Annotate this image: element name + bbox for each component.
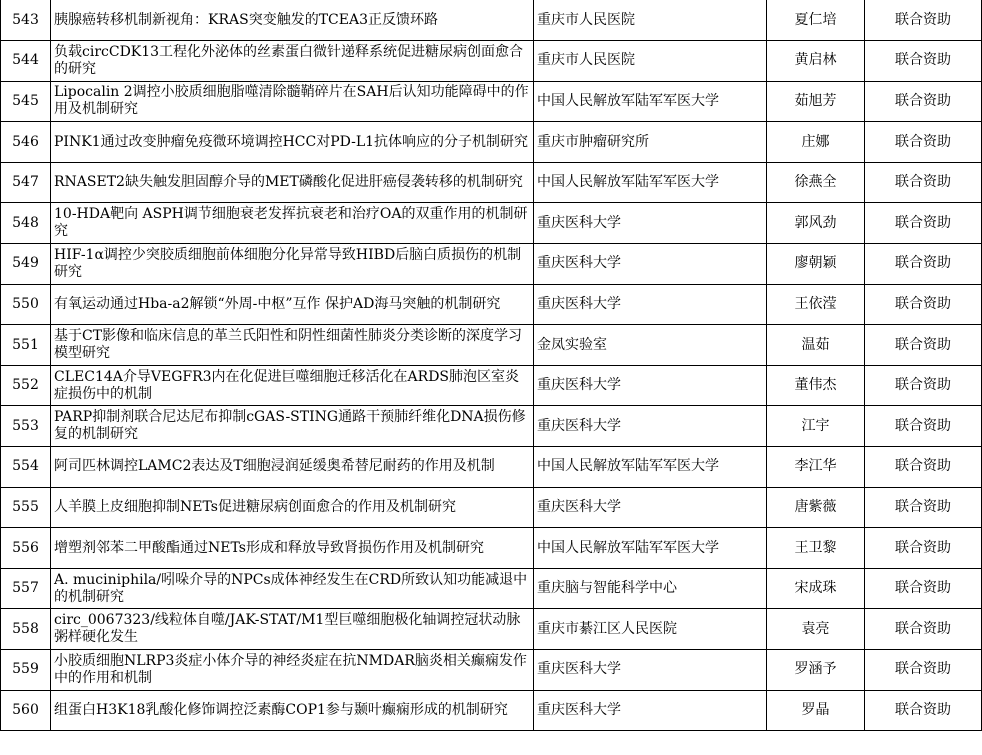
funding-type: 联合资助 xyxy=(865,81,982,122)
project-title: 增塑剂邻苯二甲酸酯通过NETs形成和释放导致肾损伤作用及机制研究 xyxy=(51,528,534,569)
institution: 重庆医科大学 xyxy=(534,650,767,691)
institution: 重庆市人民医院 xyxy=(534,41,767,82)
table-row xyxy=(1,41,982,82)
principal-investigator: 董伟杰 xyxy=(767,365,865,406)
table-row xyxy=(1,447,982,488)
institution: 重庆医科大学 xyxy=(534,690,767,731)
table-row xyxy=(1,162,982,203)
funding-type: 联合资助 xyxy=(865,609,982,650)
funding-type: 联合资助 xyxy=(865,365,982,406)
principal-investigator: 茹旭芳 xyxy=(767,81,865,122)
project-number: 545 xyxy=(1,81,51,122)
project-title: A. muciniphila/吲哚介导的NPCs成体神经发生在CRD所致认知功能减退中的机制研究 xyxy=(51,568,534,609)
project-number: 551 xyxy=(1,325,51,366)
project-number: 560 xyxy=(1,690,51,731)
principal-investigator: 王依滢 xyxy=(767,284,865,325)
funding-type: 联合资助 xyxy=(865,690,982,731)
principal-investigator: 廖朝颖 xyxy=(767,244,865,285)
principal-investigator: 庄娜 xyxy=(767,122,865,163)
project-number: 544 xyxy=(1,41,51,82)
institution: 金凤实验室 xyxy=(534,325,767,366)
project-title: 人羊膜上皮细胞抑制NETs促进糖尿病创面愈合的作用及机制研究 xyxy=(51,487,534,528)
project-title: RNASET2缺失触发胆固醇介导的MET磷酸化促进肝癌侵袭转移的机制研究 xyxy=(51,162,534,203)
project-title: CLEC14A介导VEGFR3内在化促进巨噬细胞迁移活化在ARDS肺泡区室炎症损伤中的机制 xyxy=(51,365,534,406)
project-number: 547 xyxy=(1,162,51,203)
project-title: HIF-1α调控少突胶质细胞前体细胞分化异常导致HIBD后脑白质损伤的机制研究 xyxy=(51,244,534,285)
principal-investigator: 江宇 xyxy=(767,406,865,447)
institution: 重庆脑与智能科学中心 xyxy=(534,568,767,609)
table-row xyxy=(1,325,982,366)
project-number: 555 xyxy=(1,487,51,528)
table-row xyxy=(1,568,982,609)
funding-type: 联合资助 xyxy=(865,568,982,609)
project-number: 548 xyxy=(1,203,51,244)
principal-investigator: 宋成珠 xyxy=(767,568,865,609)
institution: 重庆医科大学 xyxy=(534,487,767,528)
institution: 重庆医科大学 xyxy=(534,365,767,406)
project-title: 组蛋白H3K18乳酸化修饰调控泛素酶COP1参与颞叶癫痫形成的机制研究 xyxy=(51,690,534,731)
table-row xyxy=(1,244,982,285)
funding-type: 联合资助 xyxy=(865,162,982,203)
project-title: PINK1通过改变肿瘤免疫微环境调控HCC对PD-L1抗体响应的分子机制研究 xyxy=(51,122,534,163)
project-title: 阿司匹林调控LAMC2表达及T细胞浸润延缓奥希替尼耐药的作用及机制 xyxy=(51,447,534,488)
funding-type: 联合资助 xyxy=(865,0,982,41)
project-number: 550 xyxy=(1,284,51,325)
project-number: 549 xyxy=(1,244,51,285)
funding-type: 联合资助 xyxy=(865,41,982,82)
institution: 重庆市綦江区人民医院 xyxy=(534,609,767,650)
project-number: 557 xyxy=(1,568,51,609)
principal-investigator: 袁亮 xyxy=(767,609,865,650)
institution: 重庆医科大学 xyxy=(534,203,767,244)
project-number: 559 xyxy=(1,650,51,691)
project-title: 小胶质细胞NLRP3炎症小体介导的神经炎症在抗NMDAR脑炎相关癫痫发作中的作用和机制 xyxy=(51,650,534,691)
table-row xyxy=(1,690,982,731)
funding-type: 联合资助 xyxy=(865,487,982,528)
institution: 中国人民解放军陆军军医大学 xyxy=(534,81,767,122)
project-title: circ_0067323/线粒体自噬/JAK-STAT/M1型巨噬细胞极化轴调控冠状动脉粥样硬化发生 xyxy=(51,609,534,650)
institution: 重庆市肿瘤研究所 xyxy=(534,122,767,163)
project-title: 10-HDA靶向 ASPH调节细胞衰老发挥抗衰老和治疗OA的双重作用的机制研究 xyxy=(51,203,534,244)
project-title: 基于CT影像和临床信息的革兰氏阳性和阴性细菌性肺炎分类诊断的深度学习模型研究 xyxy=(51,325,534,366)
funding-type: 联合资助 xyxy=(865,203,982,244)
project-number: 558 xyxy=(1,609,51,650)
funding-type: 联合资助 xyxy=(865,406,982,447)
table-row xyxy=(1,365,982,406)
project-number: 552 xyxy=(1,365,51,406)
project-title: 负载circCDK13工程化外泌体的丝素蛋白微针递释系统促进糖尿病创面愈合的研究 xyxy=(51,41,534,82)
funding-type: 联合资助 xyxy=(865,650,982,691)
project-title: 有氧运动通过Hba-a2解锁“外周-中枢”互作 保护AD海马突触的机制研究 xyxy=(51,284,534,325)
table-row xyxy=(1,122,982,163)
table-row xyxy=(1,284,982,325)
institution: 中国人民解放军陆军军医大学 xyxy=(534,447,767,488)
table-row xyxy=(1,203,982,244)
table-row xyxy=(1,650,982,691)
institution: 重庆市人民医院 xyxy=(534,0,767,41)
project-title: 胰腺癌转移机制新视角：KRAS突变触发的TCEA3正反馈环路 xyxy=(51,0,534,41)
funding-type: 联合资助 xyxy=(865,284,982,325)
institution: 重庆医科大学 xyxy=(534,284,767,325)
project-title: PARP抑制剂联合尼达尼布抑制cGAS-STING通路干预肺纤维化DNA损伤修复的机制研究 xyxy=(51,406,534,447)
table-row xyxy=(1,487,982,528)
principal-investigator: 罗晶 xyxy=(767,690,865,731)
project-title: Lipocalin 2调控小胶质细胞脂噬清除髓鞘碎片在SAH后认知功能障碍中的作用及机制研究 xyxy=(51,81,534,122)
institution: 重庆医科大学 xyxy=(534,406,767,447)
table-body xyxy=(1,0,982,731)
funding-type: 联合资助 xyxy=(865,447,982,488)
table-row xyxy=(1,609,982,650)
principal-investigator: 黄启林 xyxy=(767,41,865,82)
funding-type: 联合资助 xyxy=(865,528,982,569)
principal-investigator: 唐紫薇 xyxy=(767,487,865,528)
table-row xyxy=(1,406,982,447)
principal-investigator: 王卫黎 xyxy=(767,528,865,569)
project-number: 554 xyxy=(1,447,51,488)
table-row xyxy=(1,0,982,41)
project-number: 553 xyxy=(1,406,51,447)
institution: 中国人民解放军陆军军医大学 xyxy=(534,528,767,569)
project-number: 556 xyxy=(1,528,51,569)
institution: 中国人民解放军陆军军医大学 xyxy=(534,162,767,203)
principal-investigator: 李江华 xyxy=(767,447,865,488)
funding-type: 联合资助 xyxy=(865,325,982,366)
project-number: 543 xyxy=(1,0,51,41)
project-number: 546 xyxy=(1,122,51,163)
funding-type: 联合资助 xyxy=(865,122,982,163)
funding-type: 联合资助 xyxy=(865,244,982,285)
institution: 重庆医科大学 xyxy=(534,244,767,285)
principal-investigator: 徐燕全 xyxy=(767,162,865,203)
principal-investigator: 夏仁培 xyxy=(767,0,865,41)
table-row xyxy=(1,81,982,122)
principal-investigator: 郭风劲 xyxy=(767,203,865,244)
principal-investigator: 罗涵予 xyxy=(767,650,865,691)
principal-investigator: 温茹 xyxy=(767,325,865,366)
table-row xyxy=(1,528,982,569)
